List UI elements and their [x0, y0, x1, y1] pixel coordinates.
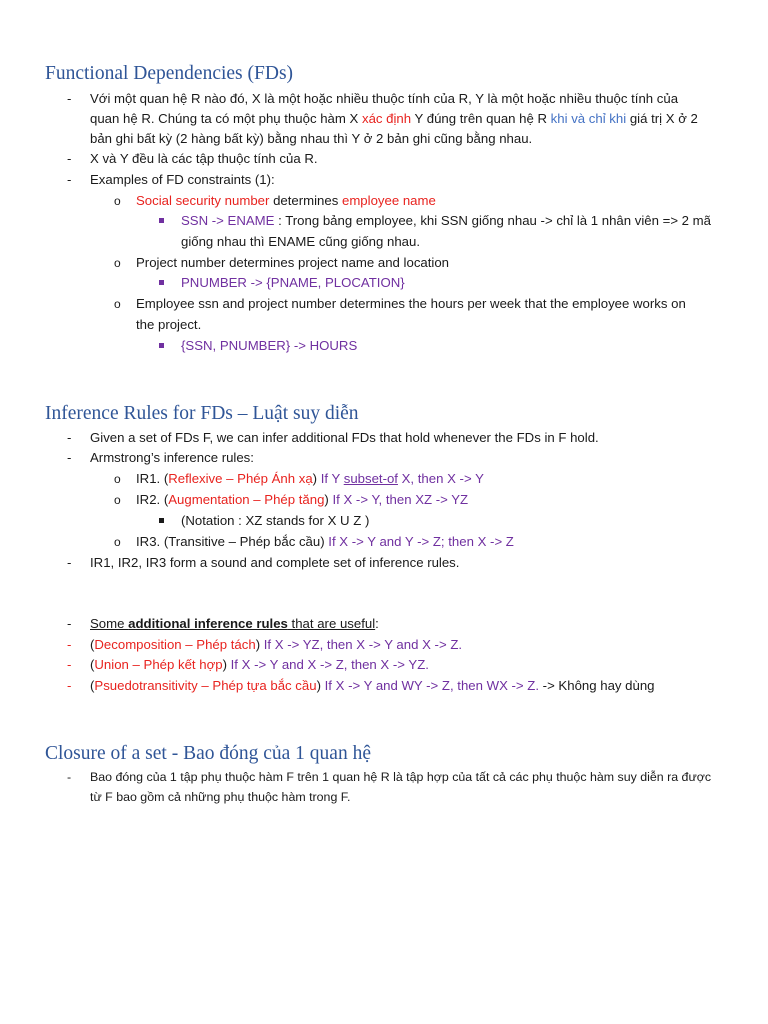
dash-bullet: - [67, 430, 72, 445]
ir-rule-1: IR1. (Reflexive – Phép Ánh xạ) If Y subset-of X, then X -> Y [136, 471, 484, 486]
dash-bullet: - [67, 151, 72, 166]
dash-bullet: - [67, 616, 72, 631]
dash-bullet: - [67, 555, 72, 570]
fd-example-3-line2: the project. [136, 317, 202, 332]
fd-example-3-sub: {SSN, PNUMBER} -> HOURS [181, 338, 358, 353]
dash-bullet: - [67, 637, 72, 652]
dash-bullet: - [67, 678, 72, 693]
section-title-inference: Inference Rules for FDs – Luật suy diễn [45, 403, 359, 424]
square-bullet-icon [159, 343, 164, 348]
fd-p1-line1: Với một quan hệ R nào đó, X là một hoặc nhiều thuộc tính của R, Y là một hoặc nhiều thuộc tính của [90, 91, 679, 106]
circle-bullet: o [114, 194, 121, 208]
square-bullet-icon [159, 518, 164, 523]
closure-line2: từ F bao gồm cả những phụ thuộc hàm trong F. [90, 790, 351, 804]
fd-example-1-sub-line1: SSN -> ENAME : Trong bảng employee, khi SSN giống nhau -> chỉ là 1 nhân viên => 2 mã [181, 213, 712, 228]
ir-additional-heading: Some additional inference rules that are useful: [90, 616, 379, 631]
section-title-closure: Closure of a set - Bao đóng của 1 quan hệ [45, 743, 371, 764]
circle-bullet: o [114, 535, 121, 549]
ir-rule-3: IR3. (Transitive – Phép bắc cầu) If X -> Y and Y -> Z; then X -> Z [136, 534, 514, 549]
dash-bullet: - [67, 91, 72, 106]
closure-line1: Bao đóng của 1 tập phụ thuộc hàm F trên 1 quan hệ R là tập hợp của tất cả các phụ thuộc hàm suy diễn ra được [90, 770, 712, 784]
dash-bullet: - [67, 657, 72, 672]
ir-union: (Union – Phép kết hợp) If X -> Y and X -> Z, then X -> YZ. [90, 657, 429, 672]
ir-p3: IR1, IR2, IR3 form a sound and complete set of inference rules. [90, 555, 460, 570]
ir-p2: Armstrong’s inference rules: [90, 450, 254, 465]
square-bullet-icon [159, 280, 164, 285]
dash-bullet: - [67, 172, 72, 187]
fd-example-1-sub-line2: giống nhau thì ENAME cũng giống nhau. [181, 234, 421, 249]
fd-example-1: Social security number determines employee name [136, 193, 436, 208]
fd-p1-line2: quan hệ R. Chúng ta có một phụ thuộc hàm X xác định Y đúng trên quan hệ R khi và chỉ khi giá trị X ở 2 [90, 111, 698, 126]
ir-pseudotransitivity: (Psuedotransitivity – Phép tựa bắc cầu) If X -> Y and WY -> Z, then WX -> Z. -> Không hay dùng [90, 678, 655, 693]
fd-p3: Examples of FD constraints (1): [90, 172, 275, 187]
circle-bullet: o [114, 472, 121, 486]
circle-bullet: o [114, 493, 121, 507]
fd-example-3-line1: Employee ssn and project number determines the hours per week that the employee works on [136, 296, 686, 311]
dash-bullet: - [67, 770, 72, 784]
ir-rule-2-note: (Notation : XZ stands for X U Z ) [181, 513, 370, 528]
fd-p2: X và Y đều là các tập thuộc tính của R. [90, 151, 318, 166]
dash-bullet: - [67, 450, 72, 465]
square-bullet-icon [159, 218, 164, 223]
fd-example-2: Project number determines project name and location [136, 255, 450, 270]
circle-bullet: o [114, 297, 121, 311]
circle-bullet: o [114, 256, 121, 270]
ir-p1: Given a set of FDs F, we can infer additional FDs that hold whenever the FDs in F hold. [90, 430, 599, 445]
section-title-fd: Functional Dependencies (FDs) [45, 63, 294, 84]
ir-rule-2: IR2. (Augmentation – Phép tăng) If X -> Y, then XZ -> YZ [136, 492, 469, 507]
ir-decomposition: (Decomposition – Phép tách) If X -> YZ, then X -> Y and X -> Z. [90, 637, 463, 652]
fd-p1-line3: bản ghi bất kỳ (2 hàng bất kỳ) bằng nhau thì Y ở 2 bản ghi cũng bằng nhau. [90, 131, 533, 146]
fd-example-2-sub: PNUMBER -> {PNAME, PLOCATION} [181, 275, 405, 290]
